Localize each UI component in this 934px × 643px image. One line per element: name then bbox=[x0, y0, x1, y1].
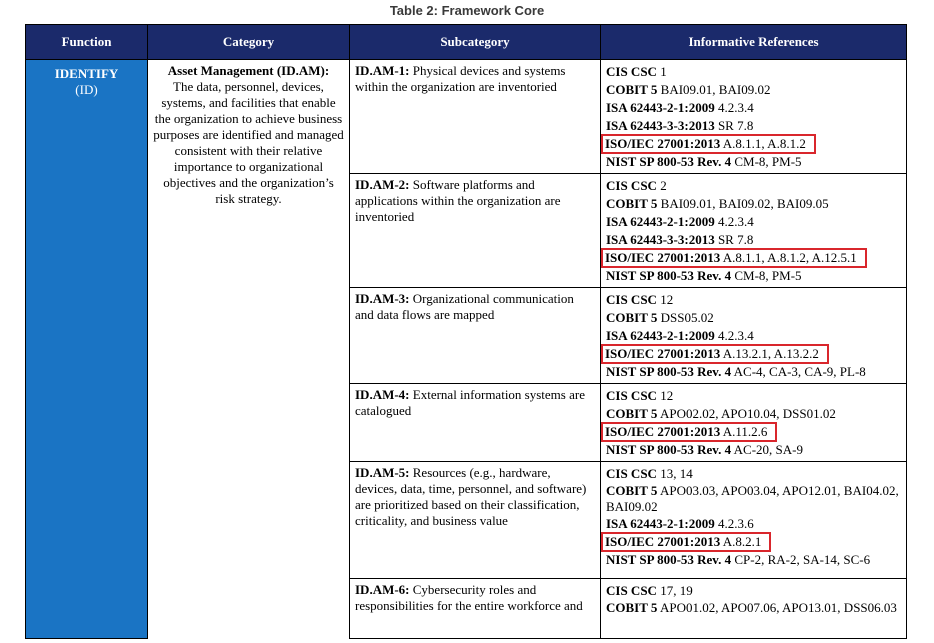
reference-content bbox=[606, 600, 897, 615]
reference-content bbox=[606, 388, 673, 403]
highlighted-reference bbox=[603, 534, 769, 550]
reference-line bbox=[606, 63, 901, 81]
reference-line bbox=[606, 345, 901, 363]
reference-content bbox=[606, 406, 836, 421]
category-cell bbox=[148, 60, 350, 288]
references-cell bbox=[601, 60, 907, 174]
reference-value: AC-20, SA-9 bbox=[733, 442, 803, 457]
reference-line bbox=[606, 231, 901, 249]
reference-value: 4.2.3.4 bbox=[717, 100, 754, 115]
category-cell-continued bbox=[148, 579, 350, 639]
reference-content bbox=[606, 292, 673, 307]
references-cell bbox=[601, 462, 907, 579]
reference-value: 12 bbox=[660, 292, 674, 307]
references-cell bbox=[601, 288, 907, 384]
header-category: Category bbox=[148, 25, 350, 60]
reference-name: NIST SP 800-53 Rev. 4 bbox=[606, 442, 732, 457]
header-row bbox=[26, 25, 907, 60]
reference-name: NIST SP 800-53 Rev. 4 bbox=[606, 552, 732, 567]
reference-line bbox=[606, 582, 901, 600]
reference-line bbox=[606, 213, 901, 231]
reference-content bbox=[606, 118, 753, 133]
reference-content bbox=[606, 328, 754, 343]
reference-line bbox=[606, 533, 901, 551]
reference-name: ISO/IEC 27001:2013 bbox=[605, 136, 721, 151]
reference-line bbox=[606, 423, 901, 441]
reference-line bbox=[606, 327, 901, 345]
reference-content bbox=[606, 442, 803, 457]
reference-name: CIS CSC bbox=[606, 388, 657, 403]
header-function: Function bbox=[26, 25, 148, 60]
subcategory-cell bbox=[350, 384, 601, 462]
reference-name: ISA 62443-2-1:2009 bbox=[606, 328, 715, 343]
reference-line bbox=[606, 99, 901, 117]
table-row bbox=[26, 288, 907, 384]
references-cell bbox=[601, 579, 907, 639]
reference-value: 4.2.3.6 bbox=[717, 516, 754, 531]
reference-name: CIS CSC bbox=[606, 64, 657, 79]
reference-content bbox=[606, 178, 667, 193]
reference-content bbox=[606, 154, 802, 169]
reference-name: ISA 62443-3-3:2013 bbox=[606, 118, 715, 133]
reference-content bbox=[606, 214, 754, 229]
reference-name: COBIT 5 bbox=[606, 82, 658, 97]
reference-content bbox=[606, 552, 870, 567]
reference-value: 17, 19 bbox=[660, 583, 693, 598]
reference-name: NIST SP 800-53 Rev. 4 bbox=[606, 154, 732, 169]
reference-name: ISA 62443-2-1:2009 bbox=[606, 100, 715, 115]
reference-value: BAI09.01, BAI09.02 bbox=[660, 82, 771, 97]
function-name: IDENTIFY bbox=[54, 66, 119, 81]
category-title: Asset Management (ID.AM): bbox=[167, 63, 330, 78]
table-row bbox=[26, 60, 907, 174]
reference-line bbox=[606, 309, 901, 327]
reference-name: COBIT 5 bbox=[606, 310, 658, 325]
reference-value: AC-4, CA-3, CA-9, PL-8 bbox=[733, 364, 866, 379]
highlighted-reference bbox=[603, 136, 814, 152]
subcategory-text: Cybersecurity roles and responsibilities for the entire workforce and bbox=[355, 582, 583, 613]
reference-value: A.11.2.6 bbox=[722, 424, 768, 439]
reference-value: SR 7.8 bbox=[717, 232, 754, 247]
reference-line bbox=[606, 483, 901, 515]
reference-line bbox=[606, 515, 901, 533]
category-description: The data, personnel, devices, systems, and facilities that enable the organization to achieve business purposes are identified and managed consistent with their relative importance to organizational objectives and the organization’s risk strategy. bbox=[153, 79, 344, 206]
category-cell-continued bbox=[148, 384, 350, 462]
subcategory-cell bbox=[350, 462, 601, 579]
category-cell-continued bbox=[148, 288, 350, 384]
reference-name: COBIT 5 bbox=[606, 483, 658, 498]
subcategory-id: ID.AM-6: bbox=[355, 582, 410, 597]
function-cell bbox=[26, 60, 148, 639]
reference-value: A.8.1.1, A.8.1.2, A.12.5.1 bbox=[722, 250, 857, 265]
reference-value: DSS05.02 bbox=[660, 310, 714, 325]
reference-line bbox=[606, 153, 901, 171]
reference-content bbox=[606, 583, 693, 598]
reference-line bbox=[606, 117, 901, 135]
reference-value: BAI09.01, BAI09.02, BAI09.05 bbox=[660, 196, 829, 211]
table-row bbox=[26, 384, 907, 462]
framework-core-table bbox=[25, 24, 907, 639]
reference-value: CP-2, RA-2, SA-14, SC-6 bbox=[734, 552, 871, 567]
reference-name: CIS CSC bbox=[606, 466, 657, 481]
references-cell bbox=[601, 174, 907, 288]
reference-content bbox=[606, 310, 714, 325]
reference-name: COBIT 5 bbox=[606, 600, 658, 615]
subcategory-cell bbox=[350, 579, 601, 639]
table-row bbox=[26, 579, 907, 639]
reference-name: ISO/IEC 27001:2013 bbox=[605, 250, 721, 265]
reference-value: 4.2.3.4 bbox=[717, 328, 754, 343]
reference-line bbox=[606, 363, 901, 381]
reference-value: SR 7.8 bbox=[717, 118, 754, 133]
header-informative-references: Informative References bbox=[601, 25, 907, 60]
reference-value: A.13.2.1, A.13.2.2 bbox=[722, 346, 819, 361]
reference-value: CM-8, PM-5 bbox=[734, 268, 802, 283]
reference-name: CIS CSC bbox=[606, 292, 657, 307]
reference-value: APO01.02, APO07.06, APO13.01, DSS06.03 bbox=[659, 600, 897, 615]
reference-name: ISA 62443-3-3:2013 bbox=[606, 232, 715, 247]
highlighted-reference bbox=[603, 250, 865, 266]
references-cell bbox=[601, 384, 907, 462]
reference-line bbox=[606, 249, 901, 267]
reference-line bbox=[606, 81, 901, 99]
subcategory-cell bbox=[350, 174, 601, 288]
reference-name: ISO/IEC 27001:2013 bbox=[605, 346, 721, 361]
reference-value: APO03.03, APO03.04, APO12.01, BAI04.02, BAI09.02 bbox=[606, 483, 899, 514]
reference-line bbox=[606, 441, 901, 459]
reference-name: NIST SP 800-53 Rev. 4 bbox=[606, 268, 732, 283]
highlighted-reference bbox=[603, 424, 775, 440]
reference-name: ISO/IEC 27001:2013 bbox=[605, 534, 721, 549]
reference-value: A.8.1.1, A.8.1.2 bbox=[722, 136, 806, 151]
subcategory-id: ID.AM-4: bbox=[355, 387, 410, 402]
reference-line bbox=[606, 387, 901, 405]
reference-line bbox=[606, 465, 901, 483]
reference-content bbox=[606, 466, 693, 481]
reference-content bbox=[606, 232, 753, 247]
reference-value: APO02.02, APO10.04, DSS01.02 bbox=[659, 406, 836, 421]
reference-line bbox=[606, 135, 901, 153]
reference-line bbox=[606, 195, 901, 213]
table-row bbox=[26, 462, 907, 579]
reference-line bbox=[606, 177, 901, 195]
reference-content bbox=[606, 100, 754, 115]
reference-name: ISA 62443-2-1:2009 bbox=[606, 214, 715, 229]
reference-line bbox=[606, 405, 901, 423]
reference-name: CIS CSC bbox=[606, 583, 657, 598]
highlighted-reference bbox=[603, 346, 827, 362]
subcategory-cell bbox=[350, 288, 601, 384]
reference-value: 2 bbox=[660, 178, 667, 193]
reference-name: ISA 62443-2-1:2009 bbox=[606, 516, 715, 531]
reference-name: NIST SP 800-53 Rev. 4 bbox=[606, 364, 732, 379]
reference-name: CIS CSC bbox=[606, 178, 657, 193]
subcategory-text: Organizational communication and data flows are mapped bbox=[355, 291, 574, 322]
reference-value: 4.2.3.4 bbox=[717, 214, 754, 229]
subcategory-cell bbox=[350, 60, 601, 174]
reference-value: 1 bbox=[660, 64, 667, 79]
subcategory-text: Resources (e.g., hardware, devices, data, time, personnel, and software) are prioritized based on their classification, criticality, and business value bbox=[355, 465, 587, 528]
subcategory-text: Physical devices and systems within the organization are inventoried bbox=[355, 63, 566, 94]
subcategory-id: ID.AM-2: bbox=[355, 177, 410, 192]
reference-content bbox=[606, 268, 802, 283]
function-abbr: (ID) bbox=[75, 82, 98, 97]
reference-content bbox=[606, 364, 866, 379]
reference-line bbox=[606, 551, 901, 569]
reference-name: COBIT 5 bbox=[606, 196, 658, 211]
reference-name: ISO/IEC 27001:2013 bbox=[605, 424, 721, 439]
reference-content bbox=[606, 64, 667, 79]
reference-content bbox=[606, 483, 899, 514]
table-caption: Table 2: Framework Core bbox=[389, 3, 545, 18]
table-body bbox=[26, 60, 907, 639]
reference-value: 12 bbox=[660, 388, 674, 403]
subcategory-id: ID.AM-5: bbox=[355, 465, 410, 480]
subcategory-id: ID.AM-3: bbox=[355, 291, 410, 306]
reference-line bbox=[606, 291, 901, 309]
header-subcategory: Subcategory bbox=[350, 25, 601, 60]
reference-value: CM-8, PM-5 bbox=[734, 154, 802, 169]
reference-name: COBIT 5 bbox=[606, 406, 658, 421]
subcategory-text: Software platforms and applications within the organization are inventoried bbox=[355, 177, 561, 224]
reference-content bbox=[606, 516, 754, 531]
reference-value: 13, 14 bbox=[660, 466, 693, 481]
subcategory-text: External information systems are catalogued bbox=[355, 387, 585, 418]
reference-content bbox=[606, 196, 829, 211]
reference-line bbox=[606, 600, 901, 616]
category-cell-continued bbox=[148, 462, 350, 579]
reference-line bbox=[606, 267, 901, 285]
subcategory-id: ID.AM-1: bbox=[355, 63, 410, 78]
reference-value: A.8.2.1 bbox=[722, 534, 762, 549]
reference-content bbox=[606, 82, 770, 97]
